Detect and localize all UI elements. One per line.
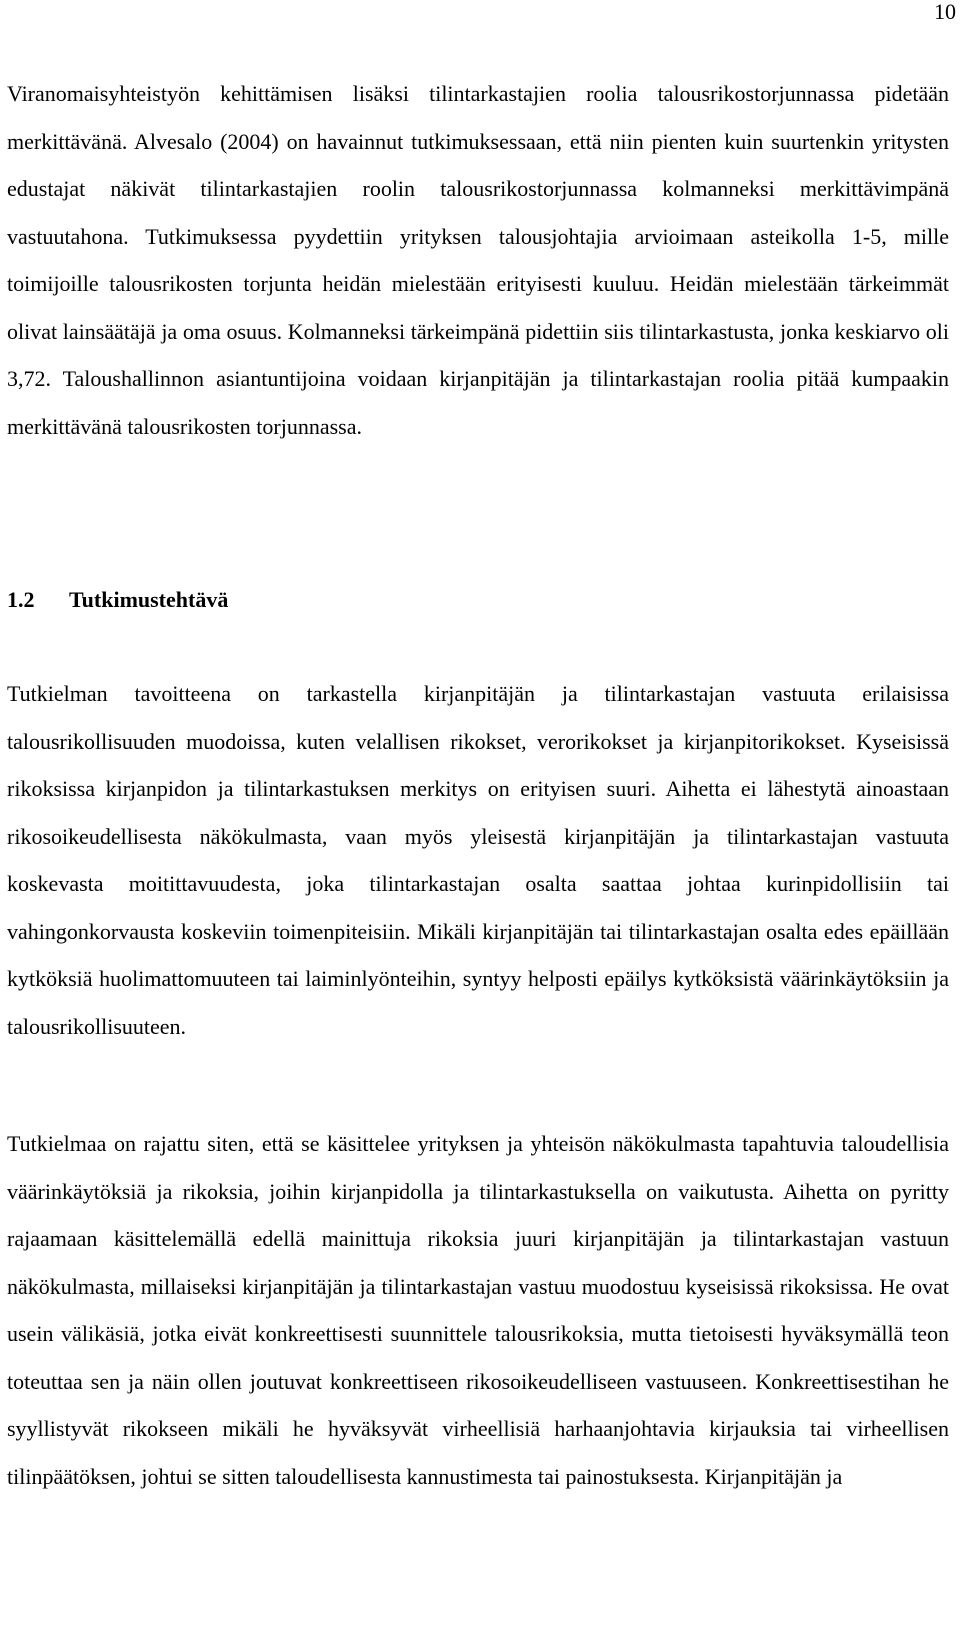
section-heading (7, 585, 228, 615)
section-title: Tutkimustehtävä (69, 587, 229, 612)
paragraph-alvesalo: Viranomaisyhteistyön kehittämisen lisäksi tilintarkastajien roolia talousrikostorjunnassa pidetään merkittävänä. Alvesalo (2004) on havainnut tutkimuksessaan, että niin pienten kuin suurtenkin yritysten edustajat näkivät tilintarkastajien roolin talousrikostorjunnassa kolmanneksi merkittävimpänä vastuutahona. Tutkimuksessa pyydettiin yrityksen talousjohtajia arvioimaan asteikolla 1-5, mille toimijoille talousrikosten torjunta heidän mielestään erityisesti kuuluu. Heidän mielestään tärkeimmät olivat lainsäätäjä ja oma osuus. Kolmanneksi tärkeimpänä pidettiin siis tilintarkastusta, jonka keskiarvo oli 3,72. Taloushallinnon asiantuntijoina voidaan kirjanpitäjän ja tilintarkastajan roolia pitää kumpaakin merkittävänä talousrikosten torjunnassa. (7, 81, 949, 439)
section-number: 1.2 (7, 587, 35, 612)
paragraph-tavoite: Tutkielman tavoitteena on tarkastella kirjanpitäjän ja tilintarkastajan vastuuta erilaisissa talousrikollisuuden muodoissa, kuten velallisen rikokset, verorikokset ja kirjanpitorikokset. Kyseisissä rikoksissa kirjanpidon ja tilintarkastuksen merkitys on erityisen suuri. Aihetta ei lähestytä ainoastaan rikosoikeudellisesta näkökulmasta, vaan myös yleisestä kirjanpitäjän ja tilintarkastajan vastuuta koskevasta moitittavuudesta, joka tilintarkastajan osalta saattaa johtaa kurinpidollisiin tai vahingonkorvausta koskeviin toimenpiteisiin. Mikäli kirjanpitäjän tai tilintarkastajan osalta edes epäillään kytköksiä huolimattomuuteen tai laiminlyönteihin, syntyy helposti epäilys kytköksistä väärinkäytöksiin ja talousrikollisuuteen. (7, 681, 949, 1039)
page-number: 10 (934, 0, 956, 24)
paragraph-rajaus: Tutkielmaa on rajattu siten, että se käsittelee yrityksen ja yhteisön näkökulmasta tapahtuvia taloudellisia väärinkäytöksiä ja rikoksia, joihin kirjanpidolla ja tilintarkastuksella on vaikutusta. Aihetta on pyritty rajaamaan käsittelemällä edellä mainittuja rikoksia juuri kirjanpitäjän ja tilintarkastajan vastuun näkökulmasta, millaiseksi kirjanpitäjän ja tilintarkastajan vastuu muodostuu kyseisissä rikoksissa. He ovat usein välikäsiä, jotka eivät konkreettisesti suunnittele talousrikoksia, mutta tietoisesti hyväksymällä teon toteuttaa sen ja näin ollen joutuvat konkreettiseen rikosoikeudelliseen vastuuseen. Konkreettisestihan he syyllistyvät rikokseen mikäli he hyväksyvät virheellisiä harhaanjohtavia kirjauksia tai virheellisen tilinpäätöksen, johtui se sitten taloudellisesta kannustimesta tai painostuksesta. Kirjanpitäjän ja (7, 1131, 949, 1489)
